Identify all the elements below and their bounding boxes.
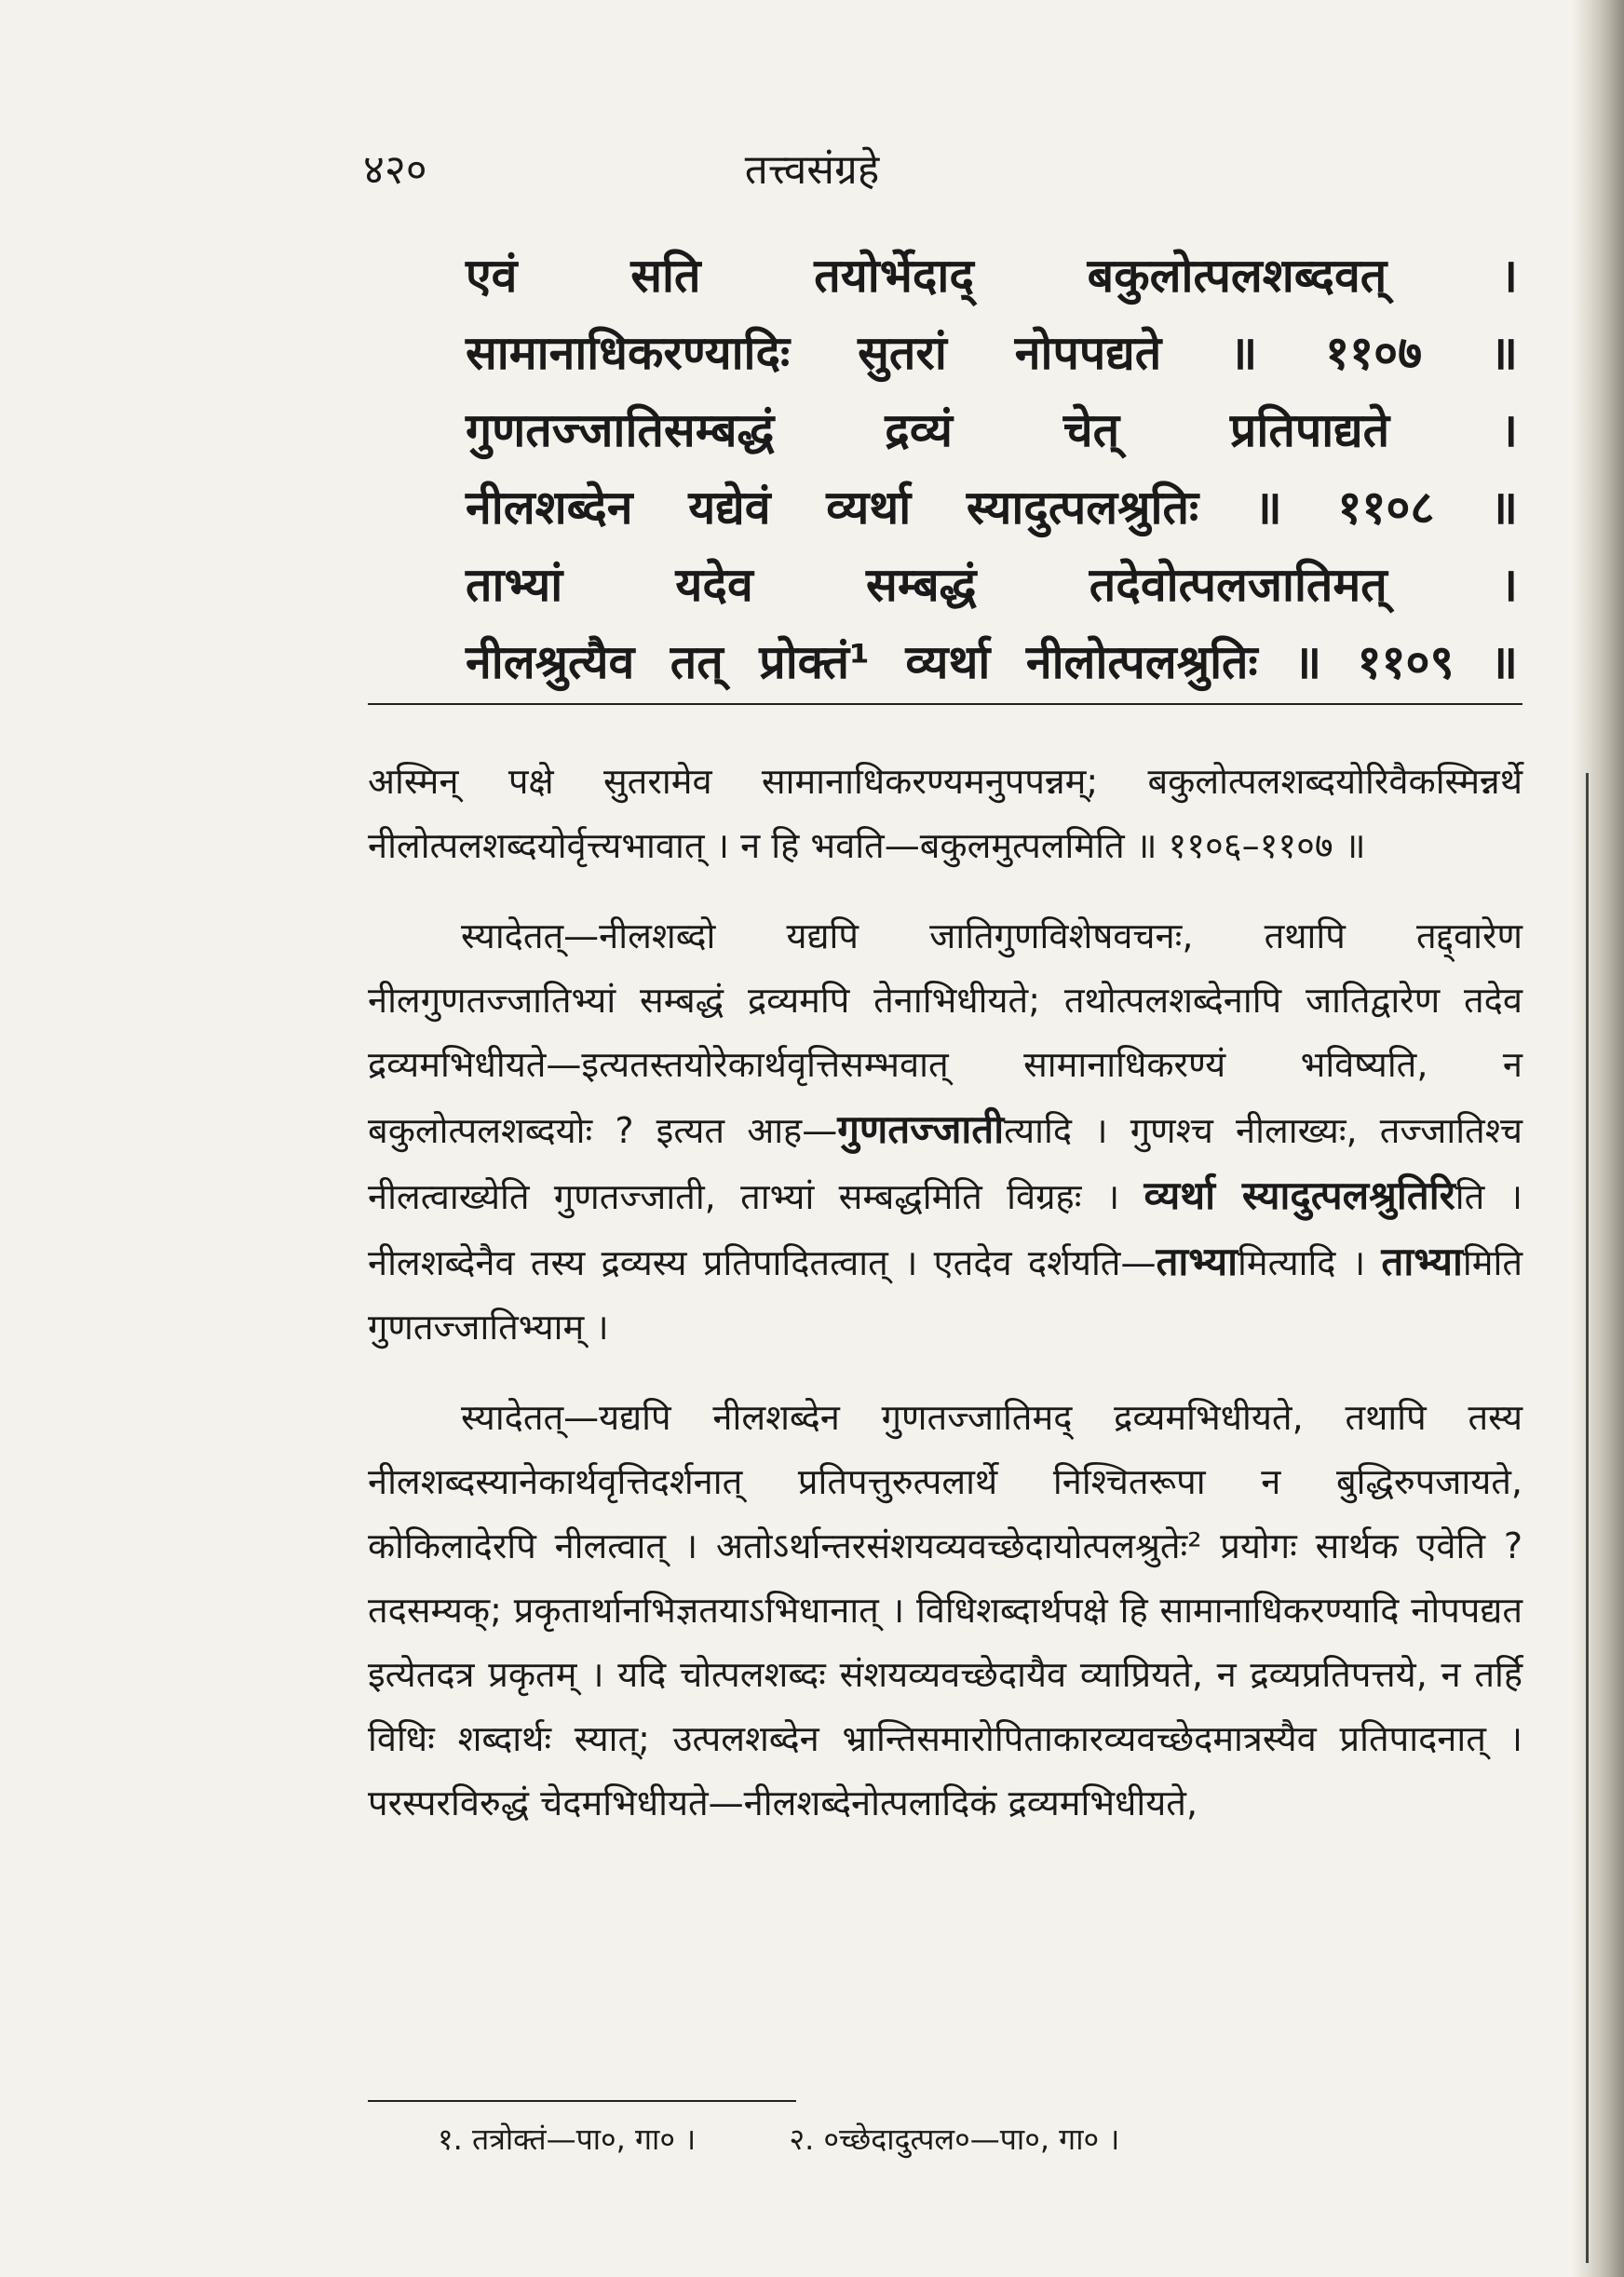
commentary-text: ति । नीलशब्देनैव तस्य द्रव्यस्य प्रतिपादितत्वात् । एतदेव दर्शयति— <box>368 1176 1523 1283</box>
verse-block <box>466 237 1518 701</box>
verse-line: एवं सति तयोर्भेदाद् बकुलोत्पलशब्दवत् । <box>466 249 1518 303</box>
page-binding-line <box>1586 773 1589 2263</box>
footnote: २. ०च्छेदादुत्पल०—पा०, गा० । <box>789 2121 1120 2157</box>
verse-line: सामानाधिकरण्यादिः सुतरां नोपपद्यते ॥ ११०७ ॥ <box>466 326 1518 380</box>
verse-line: नीलश्रुत्यैव तत् प्रोक्तं¹ व्यर्था नीलोत्पलश्रुतिः ॥ ११०९ ॥ <box>466 635 1518 689</box>
commentary-paragraph: अस्मिन् पक्षे सुतरामेव सामानाधिकरण्यमनुपपन्नम्; बकुलोत्पलशब्दयोरिवैकस्मिन्नर्थे नीलोत्पलशब्दयोर्वृत्त्यभावात् । न हि भवति—बकुलमुत्पलमिति ॥ ११०६–११०७ ॥ <box>368 761 1522 866</box>
footnotes <box>438 2119 1203 2159</box>
commentary-block <box>368 750 1522 1836</box>
page-number: ४२० <box>363 146 427 194</box>
pratika-keyword: व्यर्था स्यादुत्पलश्रुतिरि <box>1144 1172 1455 1218</box>
verse-line: गुणतज्जातिसम्बद्धं द्रव्यं चेत् प्रतिपाद्यते । <box>466 403 1518 457</box>
pratika-keyword: ताभ्या <box>1156 1239 1238 1284</box>
footnote: १. तत्रोक्तं—पा०, गा० । <box>438 2121 697 2157</box>
verse-line: ताभ्यां यदेव सम्बद्धं तदेवोत्पलजातिमत् । <box>466 558 1518 612</box>
footnote-separator-rule <box>368 2100 796 2102</box>
verse-separator-rule <box>368 703 1522 705</box>
commentary-text: त्यादि । गुणश्च नीलाख्यः, तज्जातिश्च नीलत्वाख्येति गुणतज्जाती, ताभ्यां सम्बद्धमिति विग्रहः । <box>368 1110 1522 1217</box>
commentary-text: मिति गुणतज्जातिभ्याम् । <box>368 1242 1522 1348</box>
verse-line: नीलशब्देन यद्येवं व्यर्था स्यादुत्पलश्रुतिः ॥ ११०८ ॥ <box>466 481 1518 535</box>
page-binding-edge <box>1573 0 1624 2277</box>
commentary-paragraph <box>368 904 1522 1360</box>
running-head: तत्त्वसंग्रहे <box>744 146 880 194</box>
pratika-keyword: ताभ्या <box>1381 1239 1463 1284</box>
commentary-text: स्यादेतत्—नीलशब्दो यद्यपि जातिगुणविशेषवचनः, तथापि तद्द्वारेण नीलगुणतज्जातिभ्यां सम्बद्धं द्रव्यमपि तेनाभिधीयते; तथोत्पलशब्देनापि जातिद्वारेण तदेव द्रव्यमभिधीयते—इत्यतस्तयोरेकार्थवृत्तिसम्भवात् सामानाधिकरण्यं भविष्यति, न बकुलोत्पलशब्दयोः ? इत्यत आह— <box>368 915 1522 1151</box>
commentary-paragraph: स्यादेतत्—यद्यपि नीलशब्देन गुणतज्जातिमद् द्रव्यमभिधीयते, तथापि तस्य नीलशब्दस्यानेकार्थवृत्तिदर्शनात् प्रतिपत्तुरुत्पलार्थे निश्चितरूपा न बुद्धिरुपजायते, कोकिलादेरपि नीलत्वात् । अतोऽर्थान्तरसंशयव्यवच्छेदायोत्पलश्रुतेः² प्रयोगः सार्थक एवेति ? तदसम्यक्; प्रकृतार्थानभिज्ञतयाऽभिधानात् । विधिशब्दार्थपक्षे हि सामानाधिकरण्यादि नोपपद्यत इत्येतदत्र प्रकृतम् । यदि चोत्पलशब्दः संशयव्यवच्छेदायैव व्याप्रियते, न द्रव्यप्रतिपत्तये, न तर्हि विधिः शब्दार्थः स्यात्; उत्पलशब्देन भ्रान्तिसमारोपिताकारव्यवच्छेदमात्रस्यैव प्रतिपादनात् । परस्परविरुद्धं चेदमभिधीयते—नीलशब्देनोत्पलादिकं द्रव्यमभिधीयते, <box>368 1397 1522 1823</box>
commentary-text: मित्यादि । <box>1238 1242 1382 1283</box>
pratika-keyword: गुणतज्जाती <box>837 1106 1005 1152</box>
